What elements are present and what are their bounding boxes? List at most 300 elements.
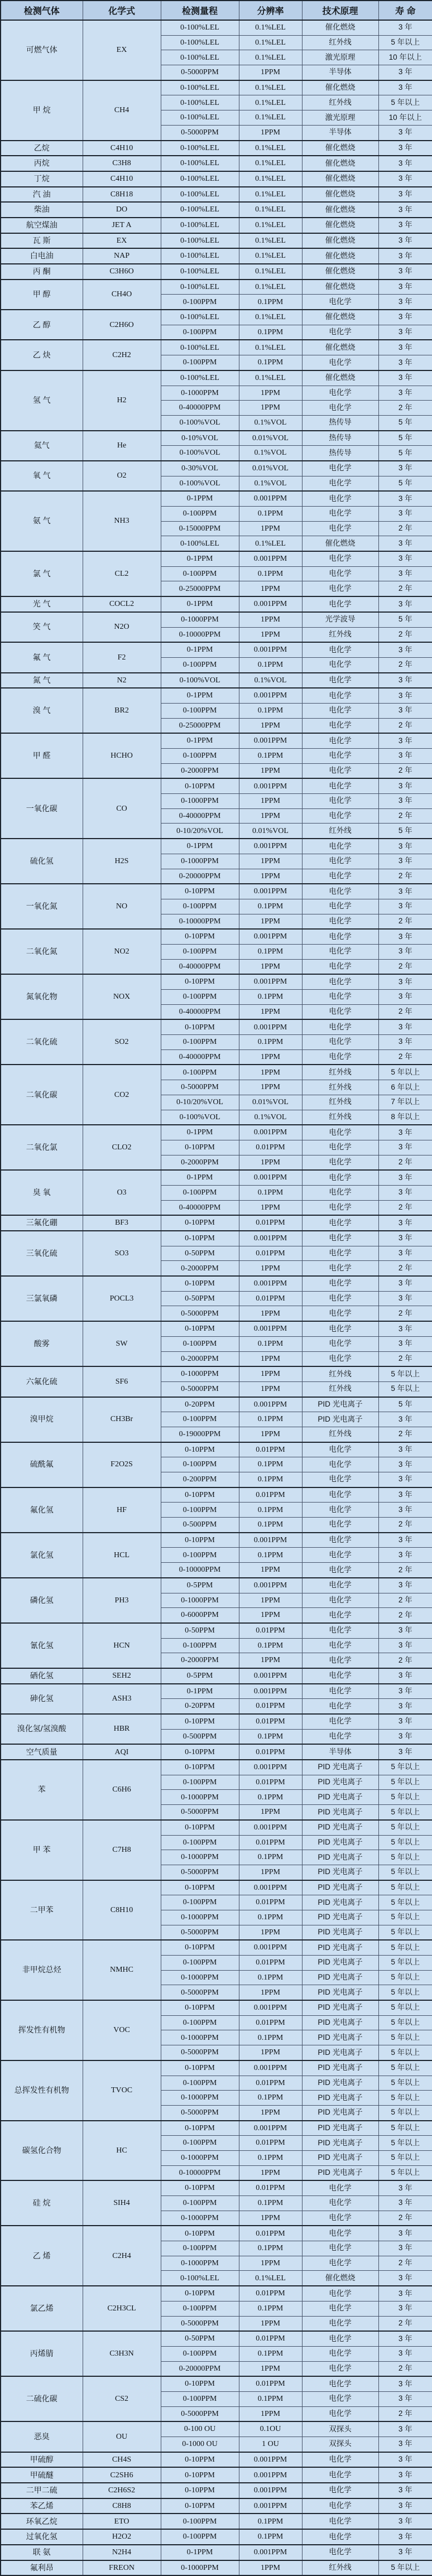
resolution-cell: 1PPM <box>239 1200 302 1215</box>
lifespan-cell: 8 年以上 <box>378 1110 432 1125</box>
formula-cell: CL2 <box>83 551 161 596</box>
gas-name-cell: 二甲二硫 <box>1 2483 83 2498</box>
lifespan-cell: 5 年以上 <box>378 1790 432 1805</box>
resolution-cell: 0.1%LEL <box>239 20 302 35</box>
lifespan-cell: 2 年 <box>378 521 432 536</box>
table-row <box>1 218 432 233</box>
resolution-cell: 1PPM <box>239 1049 302 1065</box>
lifespan-cell: 3 年 <box>378 536 432 551</box>
gas-name-cell: 苯 <box>1 1760 83 1820</box>
principle-cell: 电化学 <box>302 1306 378 1321</box>
resolution-cell: 1PPM <box>239 1351 302 1366</box>
range-cell: 0-5000PPM <box>161 2406 239 2421</box>
gas-name-cell: 丙烷 <box>1 156 83 171</box>
principle-cell: 电化学 <box>302 491 378 506</box>
resolution-cell: 0.01PPM <box>239 1442 302 1457</box>
principle-cell: 电化学 <box>302 854 378 869</box>
resolution-cell: 1PPM <box>239 1563 302 1578</box>
resolution-cell: 0.1PPM <box>239 1035 302 1050</box>
principle-cell: 电化学 <box>302 1518 378 1533</box>
formula-cell: H2O2 <box>83 2529 161 2545</box>
gas-name-cell: 二硫化碳 <box>1 2376 83 2421</box>
lifespan-cell: 3 年 <box>378 2529 432 2545</box>
lifespan-cell: 5 年以上 <box>378 1895 432 1910</box>
principle-cell: 催化燃烧 <box>302 280 378 295</box>
formula-cell: N2 <box>83 673 161 688</box>
principle-cell: 电化学 <box>302 325 378 340</box>
formula-cell: C8H8 <box>83 2498 161 2514</box>
lifespan-cell: 3 年 <box>378 854 432 869</box>
range-cell: 0-100PPM <box>161 2076 239 2091</box>
lifespan-cell: 3 年 <box>378 688 432 703</box>
resolution-cell: 0.1PPM <box>239 1850 302 1865</box>
range-cell: 0-5000PPM <box>161 1865 239 1880</box>
gas-name-cell: 乙 炔 <box>1 340 83 370</box>
lifespan-cell: 3 年 <box>378 2301 432 2316</box>
range-cell: 0-100 OU <box>161 2421 239 2437</box>
lifespan-cell: 3 年 <box>378 1684 432 1699</box>
lifespan-cell: 3 年 <box>378 1170 432 1185</box>
principle-cell: 电化学 <box>302 1019 378 1034</box>
range-cell: 0-100%LEL <box>161 141 239 156</box>
range-cell: 0-1PPM <box>161 1125 239 1140</box>
principle-cell: 电化学 <box>302 794 378 809</box>
lifespan-cell: 2 年 <box>378 401 432 416</box>
range-cell: 0-1000PPM <box>161 612 239 627</box>
lifespan-cell: 2 年 <box>378 763 432 778</box>
resolution-cell: 0.001PPM <box>239 2498 302 2514</box>
principle-cell: PID 光电离子 <box>302 1956 378 1971</box>
lifespan-cell: 3 年 <box>378 1412 432 1427</box>
range-cell: 0-10PPM <box>161 2226 239 2241</box>
range-cell: 0-5000PPM <box>161 2316 239 2331</box>
gas-name-cell: 氨 气 <box>1 491 83 551</box>
range-cell: 0-100%LEL <box>161 233 239 249</box>
lifespan-cell: 3 年 <box>378 2226 432 2241</box>
range-cell: 0-1PPM <box>161 839 239 854</box>
formula-cell: NAP <box>83 248 161 264</box>
principle-cell: 电化学 <box>302 974 378 989</box>
lifespan-cell: 3 年 <box>378 264 432 280</box>
formula-cell: CH4O <box>83 280 161 310</box>
gas-name-cell: 航空煤油 <box>1 218 83 233</box>
principle-cell: 催化燃烧 <box>302 202 378 218</box>
principle-cell: 红外线 <box>302 35 378 50</box>
gas-name-cell: 可燃气体 <box>1 20 83 80</box>
range-cell: 0-100%LEL <box>161 2271 239 2286</box>
gas-name-cell: 氯 气 <box>1 551 83 596</box>
resolution-cell: 0.01PPM <box>239 2015 302 2030</box>
principle-cell: 催化燃烧 <box>302 187 378 203</box>
resolution-cell: 1PPM <box>239 959 302 974</box>
lifespan-cell: 3 年 <box>378 65 432 80</box>
table-row <box>1 248 432 264</box>
principle-cell: 电化学 <box>302 944 378 959</box>
resolution-cell: 0.01PPM <box>239 2286 302 2301</box>
range-cell: 0-5000PPM <box>161 2045 239 2060</box>
resolution-cell: 0.1%LEL <box>239 536 302 551</box>
formula-cell: C8H18 <box>83 187 161 203</box>
resolution-cell: 0.1PPM <box>239 2241 302 2256</box>
formula-cell: N2H4 <box>83 2545 161 2560</box>
principle-cell: 电化学 <box>302 2545 378 2560</box>
resolution-cell: 1PPM <box>239 854 302 869</box>
principle-cell: 电化学 <box>302 1200 378 1215</box>
resolution-cell: 0.1PPM <box>239 2030 302 2045</box>
resolution-cell: 0.01PPM <box>239 1215 302 1231</box>
principle-cell: PID 光电离子 <box>302 2150 378 2165</box>
formula-cell: EX <box>83 233 161 249</box>
lifespan-cell: 3 年 <box>378 2376 432 2391</box>
gas-name-cell: 白电油 <box>1 248 83 264</box>
resolution-cell: 0.1PPM <box>239 990 302 1005</box>
lifespan-cell: 5 年 <box>378 446 432 461</box>
gas-name-cell: 柴油 <box>1 202 83 218</box>
principle-cell: 电化学 <box>302 884 378 899</box>
range-cell: 0-1000PPM <box>161 1593 239 1608</box>
resolution-cell: 0.01PPM <box>239 1744 302 1760</box>
table-row <box>1 1744 432 1760</box>
range-cell: 0-1PPM <box>161 551 239 566</box>
lifespan-cell: 3 年 <box>378 2391 432 2406</box>
resolution-cell: 1PPM <box>239 1925 302 1940</box>
principle-cell: PID 光电离子 <box>302 1397 378 1412</box>
principle-cell: PID 光电离子 <box>302 1925 378 1940</box>
principle-cell: PID 光电离子 <box>302 2060 378 2076</box>
resolution-cell: 1PPM <box>239 718 302 733</box>
table-row <box>1 20 432 35</box>
gas-name-cell: 苯乙烯 <box>1 2498 83 2514</box>
resolution-cell: 0.1%VOL <box>239 1110 302 1125</box>
resolution-cell: 0.1PPM <box>239 1185 302 1200</box>
range-cell: 0-5000PPM <box>161 1306 239 1321</box>
gas-name-cell: 笑 气 <box>1 612 83 642</box>
principle-cell: 催化燃烧 <box>302 264 378 280</box>
lifespan-cell: 2 年 <box>378 959 432 974</box>
range-cell: 0-10PPM <box>161 974 239 989</box>
principle-cell: 红外线 <box>302 824 378 839</box>
gas-name-cell: 挥发性有机物 <box>1 2000 83 2060</box>
lifespan-cell: 5 年以上 <box>378 1835 432 1850</box>
lifespan-cell: 3 年 <box>378 1472 432 1487</box>
resolution-cell: 0.1PPM <box>239 355 302 370</box>
principle-cell: PID 光电离子 <box>302 1835 378 1850</box>
resolution-cell: 0.001PPM <box>239 1125 302 1140</box>
lifespan-cell: 5 年以上 <box>378 1970 432 1985</box>
formula-cell: NH3 <box>83 491 161 551</box>
principle-cell: 红外线 <box>302 1065 378 1080</box>
header-row <box>1 1 432 20</box>
lifespan-cell: 3 年 <box>378 1019 432 1034</box>
resolution-cell: 0.001PPM <box>239 839 302 854</box>
principle-cell: 电化学 <box>302 507 378 522</box>
table-row <box>1 1684 432 1699</box>
lifespan-cell: 3 年 <box>378 295 432 310</box>
lifespan-cell: 3 年 <box>378 566 432 581</box>
lifespan-cell: 3 年 <box>378 944 432 959</box>
resolution-cell: 0.001PPM <box>239 596 302 612</box>
principle-cell: 电化学 <box>302 2498 378 2514</box>
lifespan-cell: 3 年 <box>378 2331 432 2346</box>
lifespan-cell: 3 年 <box>378 218 432 233</box>
range-cell: 0-10PPM <box>161 2498 239 2514</box>
lifespan-cell: 3 年 <box>378 2483 432 2498</box>
lifespan-cell: 5 年 <box>378 1397 432 1412</box>
resolution-cell: 1PPM <box>239 1155 302 1170</box>
column-header-gas: 检测气体 <box>1 1 83 20</box>
lifespan-cell: 3 年 <box>378 1744 432 1760</box>
principle-cell: 电化学 <box>302 763 378 778</box>
range-cell: 0-1PPM <box>161 2545 239 2560</box>
principle-cell: 电化学 <box>302 2180 378 2195</box>
table-row <box>1 1366 432 1381</box>
column-header-resolution: 分辨率 <box>239 1 302 20</box>
gas-name-cell: 环氧乙烷 <box>1 2514 83 2529</box>
principle-cell: PID 光电离子 <box>302 1820 378 1835</box>
range-cell: 0-10PPM <box>161 1442 239 1457</box>
range-cell: 0-100PPM <box>161 2346 239 2361</box>
range-cell: 0-100PPM <box>161 2196 239 2211</box>
gas-name-cell: 酸雾 <box>1 1321 83 1366</box>
range-cell: 0-10PPM <box>161 929 239 944</box>
principle-cell: 红外线 <box>302 95 378 110</box>
range-cell: 0-25000PPM <box>161 581 239 596</box>
range-cell: 0-1PPM <box>161 642 239 657</box>
principle-cell: 电化学 <box>302 1246 378 1261</box>
lifespan-cell: 5 年以上 <box>378 1985 432 2000</box>
range-cell: 0-100PPM <box>161 944 239 959</box>
range-cell: 0-10/20%VOL <box>161 1095 239 1110</box>
lifespan-cell: 3 年 <box>378 1185 432 1200</box>
resolution-cell: 0.001PPM <box>239 1170 302 1185</box>
lifespan-cell: 5 年以上 <box>378 1775 432 1790</box>
resolution-cell: 0.1PPM <box>239 2391 302 2406</box>
table-row <box>1 233 432 249</box>
range-cell: 0-100%LEL <box>161 20 239 35</box>
table-row <box>1 1125 432 1140</box>
range-cell: 0-100%VOL <box>161 476 239 491</box>
principle-cell: PID 光电离子 <box>302 2165 378 2180</box>
lifespan-cell: 3 年 <box>378 171 432 187</box>
lifespan-cell: 3 年 <box>378 2180 432 2195</box>
lifespan-cell: 5 年以上 <box>378 2015 432 2030</box>
range-cell: 0-10PPM <box>161 1940 239 1955</box>
principle-cell: 双探头 <box>302 2437 378 2452</box>
principle-cell: 电化学 <box>302 642 378 657</box>
lifespan-cell: 5 年以上 <box>378 1065 432 1080</box>
gas-name-cell: 联 氨 <box>1 2545 83 2560</box>
range-cell: 0-500PPM <box>161 1729 239 1744</box>
table-row <box>1 1623 432 1638</box>
lifespan-cell: 2 年 <box>378 718 432 733</box>
formula-cell: SO2 <box>83 1019 161 1065</box>
principle-cell: 电化学 <box>302 718 378 733</box>
lifespan-cell: 3 年 <box>378 2196 432 2211</box>
lifespan-cell: 3 年 <box>378 2241 432 2256</box>
resolution-cell: 0.1PPM <box>239 944 302 959</box>
table-row <box>1 264 432 280</box>
lifespan-cell: 3 年 <box>378 2437 432 2452</box>
principle-cell: 催化燃烧 <box>302 310 378 325</box>
table-row <box>1 1065 432 1080</box>
formula-cell: CO <box>83 778 161 839</box>
principle-cell: 催化燃烧 <box>302 141 378 156</box>
resolution-cell: 0.1PPM <box>239 1729 302 1744</box>
range-cell: 0-1000PPM <box>161 1850 239 1865</box>
resolution-cell: 0.001PPM <box>239 1533 302 1548</box>
table-row <box>1 156 432 171</box>
gas-name-cell: 溴 气 <box>1 688 83 733</box>
table-row <box>1 2529 432 2545</box>
resolution-cell: 1PPM <box>239 2406 302 2421</box>
range-cell: 0-19000PPM <box>161 1427 239 1442</box>
principle-cell: 电化学 <box>302 1442 378 1457</box>
lifespan-cell: 3 年 <box>378 1140 432 1155</box>
table-row <box>1 1880 432 1895</box>
principle-cell: 电化学 <box>302 1714 378 1729</box>
resolution-cell: 0.01PPM <box>239 1291 302 1306</box>
resolution-cell: 0.1%LEL <box>239 187 302 203</box>
gas-name-cell: 丁烷 <box>1 171 83 187</box>
principle-cell: 催化燃烧 <box>302 370 378 386</box>
resolution-cell: 0.1%VOL <box>239 673 302 688</box>
range-cell: 0-100PPM <box>161 1775 239 1790</box>
resolution-cell: 0.1PPM <box>239 2091 302 2106</box>
principle-cell: 电化学 <box>302 1004 378 1019</box>
gas-name-cell: 甲 醇 <box>1 280 83 310</box>
range-cell: 0-40000PPM <box>161 401 239 416</box>
lifespan-cell: 3 年 <box>378 1336 432 1351</box>
resolution-cell: 0.1PPM <box>239 507 302 522</box>
formula-cell: C3H3N <box>83 2331 161 2376</box>
formula-cell: C4H10 <box>83 141 161 156</box>
principle-cell: 电化学 <box>302 2452 378 2468</box>
lifespan-cell: 2 年 <box>378 869 432 884</box>
resolution-cell: 1PPM <box>239 794 302 809</box>
principle-cell: 红外线 <box>302 1381 378 1397</box>
lifespan-cell: 3 年 <box>378 1699 432 1714</box>
resolution-cell: 0.01PPM <box>239 2331 302 2346</box>
lifespan-cell: 3 年 <box>378 2452 432 2468</box>
resolution-cell: 0.1PPM <box>239 749 302 764</box>
resolution-cell: 0.1%LEL <box>239 110 302 126</box>
range-cell: 0-1PPM <box>161 596 239 612</box>
range-cell: 0-40000PPM <box>161 1004 239 1019</box>
gas-name-cell: 二氧化碳 <box>1 1065 83 1125</box>
lifespan-cell: 5 年以上 <box>378 1910 432 1925</box>
principle-cell: 电化学 <box>302 1457 378 1472</box>
table-row <box>1 1215 432 1231</box>
principle-cell: 电化学 <box>302 959 378 974</box>
gas-name-cell: 甲 烷 <box>1 80 83 141</box>
principle-cell: 电化学 <box>302 1291 378 1306</box>
range-cell: 0-10PPM <box>161 2000 239 2015</box>
range-cell: 0-15000PPM <box>161 521 239 536</box>
lifespan-cell: 2 年 <box>378 2211 432 2226</box>
lifespan-cell: 5 年以上 <box>378 2105 432 2120</box>
lifespan-cell: 3 年 <box>378 1457 432 1472</box>
range-cell: 0-100%LEL <box>161 340 239 355</box>
resolution-cell: 1PPM <box>239 401 302 416</box>
range-cell: 0-100PPM <box>161 2514 239 2529</box>
lifespan-cell: 3 年 <box>378 703 432 718</box>
principle-cell: 电化学 <box>302 401 378 416</box>
formula-cell: C2H6S2 <box>83 2483 161 2498</box>
principle-cell: 催化燃烧 <box>302 80 378 95</box>
resolution-cell: 1PPM <box>239 1306 302 1321</box>
resolution-cell: 0.1%LEL <box>239 340 302 355</box>
principle-cell: 电化学 <box>302 990 378 1005</box>
range-cell: 0-1000PPM <box>161 2150 239 2165</box>
resolution-cell: 1PPM <box>239 581 302 596</box>
resolution-cell: 0.1%LEL <box>239 35 302 50</box>
resolution-cell: 1PPM <box>239 2045 302 2060</box>
resolution-cell: 0.01%VOL <box>239 824 302 839</box>
resolution-cell: 1PPM <box>239 2361 302 2376</box>
formula-cell: CO2 <box>83 1065 161 1125</box>
principle-cell: 电化学 <box>302 733 378 748</box>
resolution-cell: 0.1%LEL <box>239 141 302 156</box>
lifespan-cell: 2 年 <box>378 1200 432 1215</box>
range-cell: 0-5PPM <box>161 1668 239 1684</box>
resolution-cell: 0.01PPM <box>239 1246 302 1261</box>
lifespan-cell: 5 年 <box>378 612 432 627</box>
resolution-cell: 0.1PPM <box>239 2529 302 2545</box>
resolution-cell: 0.1PPM <box>239 657 302 672</box>
principle-cell: PID 光电离子 <box>302 1760 378 1775</box>
lifespan-cell: 3 年 <box>378 310 432 325</box>
range-cell: 0-2000PPM <box>161 1351 239 1366</box>
lifespan-cell: 2 年 <box>378 1653 432 1668</box>
resolution-cell: 0.001PPM <box>239 1880 302 1895</box>
gas-name-cell: 二氧化氮 <box>1 929 83 974</box>
principle-cell: PID 光电离子 <box>302 1412 378 1427</box>
principle-cell: 电化学 <box>302 688 378 703</box>
range-cell: 0-10PPM <box>161 1215 239 1231</box>
resolution-cell: 1 OU <box>239 2437 302 2452</box>
resolution-cell: 1PPM <box>239 869 302 884</box>
principle-cell: 电化学 <box>302 749 378 764</box>
lifespan-cell: 5 年以上 <box>378 2000 432 2015</box>
lifespan-cell: 5 年以上 <box>378 95 432 110</box>
gas-name-cell: 氯化氢 <box>1 1533 83 1578</box>
table-row <box>1 431 432 446</box>
range-cell: 0-1000PPM <box>161 2030 239 2045</box>
formula-cell: F2 <box>83 642 161 672</box>
principle-cell: 电化学 <box>302 1729 378 1744</box>
gas-name-cell: 甲硫醇 <box>1 2452 83 2468</box>
table-row <box>1 2498 432 2514</box>
resolution-cell: 0.001PPM <box>239 1397 302 1412</box>
lifespan-cell: 3 年 <box>378 990 432 1005</box>
gas-name-cell: 氦气 <box>1 431 83 461</box>
resolution-cell: 0.01%VOL <box>239 461 302 476</box>
formula-cell: POCL3 <box>83 1276 161 1321</box>
column-header-lifespan: 寿 命 <box>378 1 432 20</box>
range-cell: 0-10PPM <box>161 1533 239 1548</box>
range-cell: 0-10PPM <box>161 1321 239 1336</box>
principle-cell: PID 光电离子 <box>302 1865 378 1880</box>
principle-cell: PID 光电离子 <box>302 1775 378 1790</box>
table-row <box>1 340 432 355</box>
resolution-cell: 0.1PPM <box>239 1457 302 1472</box>
principle-cell: PID 光电离子 <box>302 1805 378 1820</box>
gas-name-cell: 臭 氧 <box>1 1170 83 1215</box>
range-cell: 0-100PPM <box>161 1895 239 1910</box>
principle-cell: 激光原理 <box>302 110 378 126</box>
formula-cell: C3H8 <box>83 156 161 171</box>
range-cell: 0-20PPM <box>161 1699 239 1714</box>
